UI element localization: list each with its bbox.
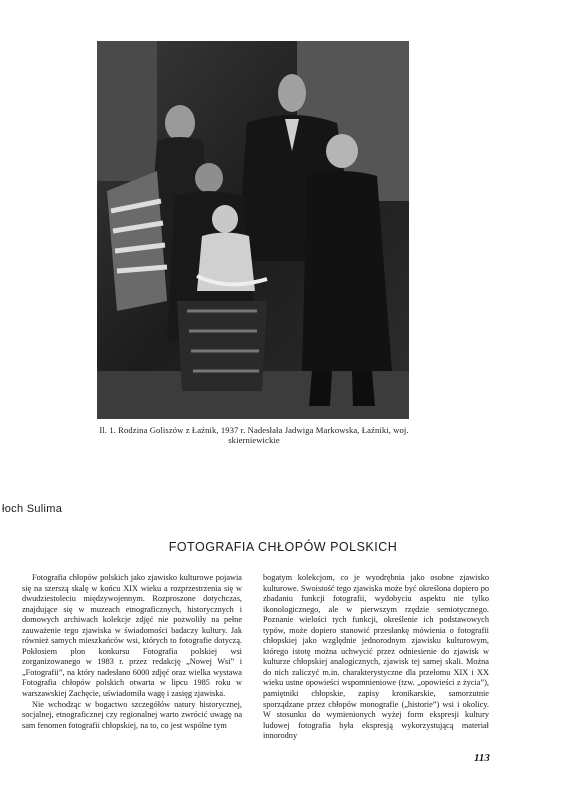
left-paragraph-2: Nie wchodząc w bogactwo szczegółów natury historycznej, socjalnej, etnograficznej czy regionalnej warto zwrócić uwagę na sam fenomen fotografii chłopskiej, na to, co jest wspólne tym xyxy=(22,699,242,730)
article-title: FOTOGRAFIA CHŁOPÓW POLSKICH xyxy=(168,540,398,554)
page-number: 113 xyxy=(474,752,490,764)
left-paragraph-1: Fotografia chłopów polskich jako zjawisko kulturowe pojawia się na szerszą skalę w końcu XIX wieku a rozprzestrzenia się w dwudziestoleciu międzywojennym. Rozproszone dotychczas, znajdujące się w muzeach etnograficznych, historycznych i domowych archiwach kolekcje zdjęć nie pozwoliły na pełne zauważenie tego zjawiska w świadomości badaczy kultury. Jak również samych mieszkańców wsi, których to fotografie dotyczą. Pokłosiem plon konkursu Fotografia polskiej wsi zorganizowanego w 1983 r. przez redakcję „Nowej Wsi” i „Fotografii”, na który nadesłano 6000 zdjęć oraz wielka wystawa Fotografia chłopów polskich otwarta w lipcu 1985 roku w warszawskiej Zachęcie, uświadomiła wagę i zasięg zjawiska. xyxy=(22,573,242,699)
family-photograph-image xyxy=(97,41,409,419)
left-column xyxy=(22,573,242,731)
article-author: łoch Sulima xyxy=(2,503,63,515)
figure-caption: Il. 1. Rodzina Goliszów z Łaźnik, 1937 r. Nadesłała Jadwiga Markowska, Łaźniki, woj. skierniewickie xyxy=(99,425,409,445)
right-paragraph-1: bogatym kolekcjom, co je wyodrębnia jako osobne zjawisko kulturowe. Swoistość tego zjawiska może być określona dopiero po zbadaniu funkcji fotografii, wydobyciu aspektu nie tylko ikonologicznego, ale w pierwszym rzędzie semiotycznego. Poznanie wielości tych funkcji, określenie ich podstawowych typów, może dopiero stanowić przesłankę mówienia o fotografii chłopskiej jako względnie jednorodnym zjawisku kulturowym, którego istotę można uchwycić przez odniesienie do zjawisk w kulturze chłopskiej analogicznych, zjawisk tej samej skali. Można do nich zaliczyć m.in. charakterystyczne dla przełomu XIX i XX wieku ustne opowieści wspomnieniowe (tzw. „opowieści z życia”), pamiętniki chłopskie, zapisy kronikarskie, samorzutnie sporządzane przez chłopów monografie („historie”) wsi i okolicy. W stosunku do wymienionych wyżej form ekspresji kultury ludowej fotografia była ekspresją wykorzystującą materiał innorodny xyxy=(263,573,489,741)
right-column xyxy=(263,573,489,742)
family-photograph xyxy=(97,41,409,419)
